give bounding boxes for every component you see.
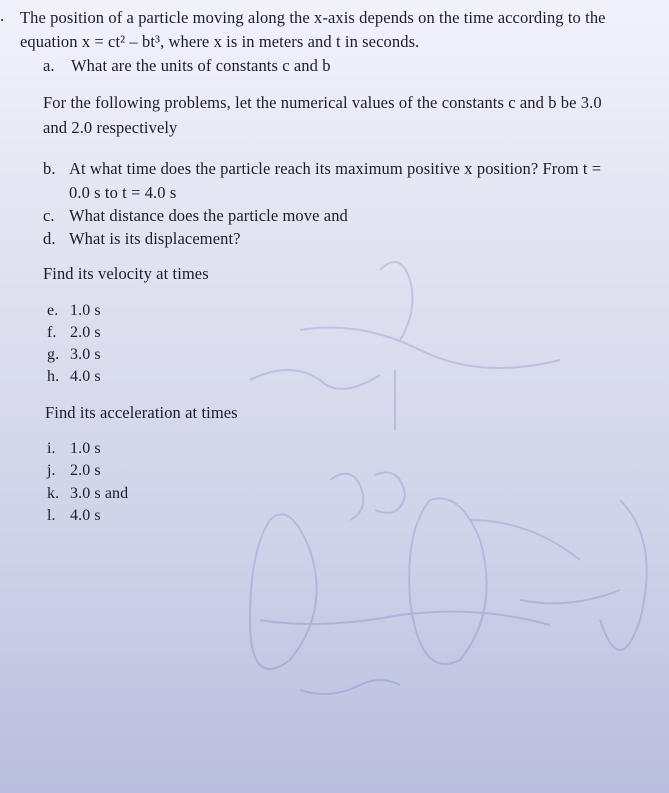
velocity-item-label: g. bbox=[47, 346, 60, 363]
acceleration-item-value: 1.0 s bbox=[70, 440, 101, 457]
acceleration-item-label: k. bbox=[47, 485, 60, 502]
acceleration-item-label: l. bbox=[47, 507, 56, 524]
item-d-label: d. bbox=[43, 229, 56, 248]
velocity-item-value: 3.0 s bbox=[70, 346, 101, 363]
acceleration-item-label: j. bbox=[47, 462, 56, 479]
velocity-item-label: f. bbox=[47, 324, 57, 341]
item-a-label: a. bbox=[43, 56, 55, 75]
item-b-line-1: At what time does the particle reach its maximum positive x position? From t = bbox=[69, 159, 602, 178]
velocity-item-value: 2.0 s bbox=[70, 324, 101, 341]
velocity-item-label: h. bbox=[47, 368, 60, 385]
item-b-line-2: 0.0 s to t = 4.0 s bbox=[69, 183, 177, 202]
acceleration-item-value: 4.0 s bbox=[70, 507, 101, 524]
item-d-text: What is its displacement? bbox=[69, 229, 241, 248]
item-c-label: c. bbox=[43, 206, 55, 225]
velocity-item-value: 1.0 s bbox=[70, 302, 101, 319]
acceleration-item-value: 2.0 s bbox=[70, 462, 101, 479]
velocity-heading: Find its velocity at times bbox=[43, 264, 209, 283]
item-a-text: What are the units of constants c and b bbox=[71, 56, 331, 75]
intro-line-2: equation x = ct² – bt³, where x is in meters and t in seconds. bbox=[20, 32, 420, 51]
given-line-2: and 2.0 respectively bbox=[43, 118, 178, 137]
acceleration-item-label: i. bbox=[47, 440, 56, 457]
item-c-text: What distance does the particle move and bbox=[69, 206, 348, 225]
intro-line-1: The position of a particle moving along the x-axis depends on the time according to the bbox=[20, 8, 606, 27]
acceleration-item-value: 3.0 s and bbox=[70, 485, 129, 502]
item-b-label: b. bbox=[43, 159, 56, 178]
given-line-1: For the following problems, let the numerical values of the constants c and b be 3.0 bbox=[43, 93, 602, 112]
problem-number: . bbox=[0, 6, 5, 25]
acceleration-heading: Find its acceleration at times bbox=[45, 403, 238, 422]
velocity-item-value: 4.0 s bbox=[70, 368, 101, 385]
velocity-item-label: e. bbox=[47, 302, 59, 319]
